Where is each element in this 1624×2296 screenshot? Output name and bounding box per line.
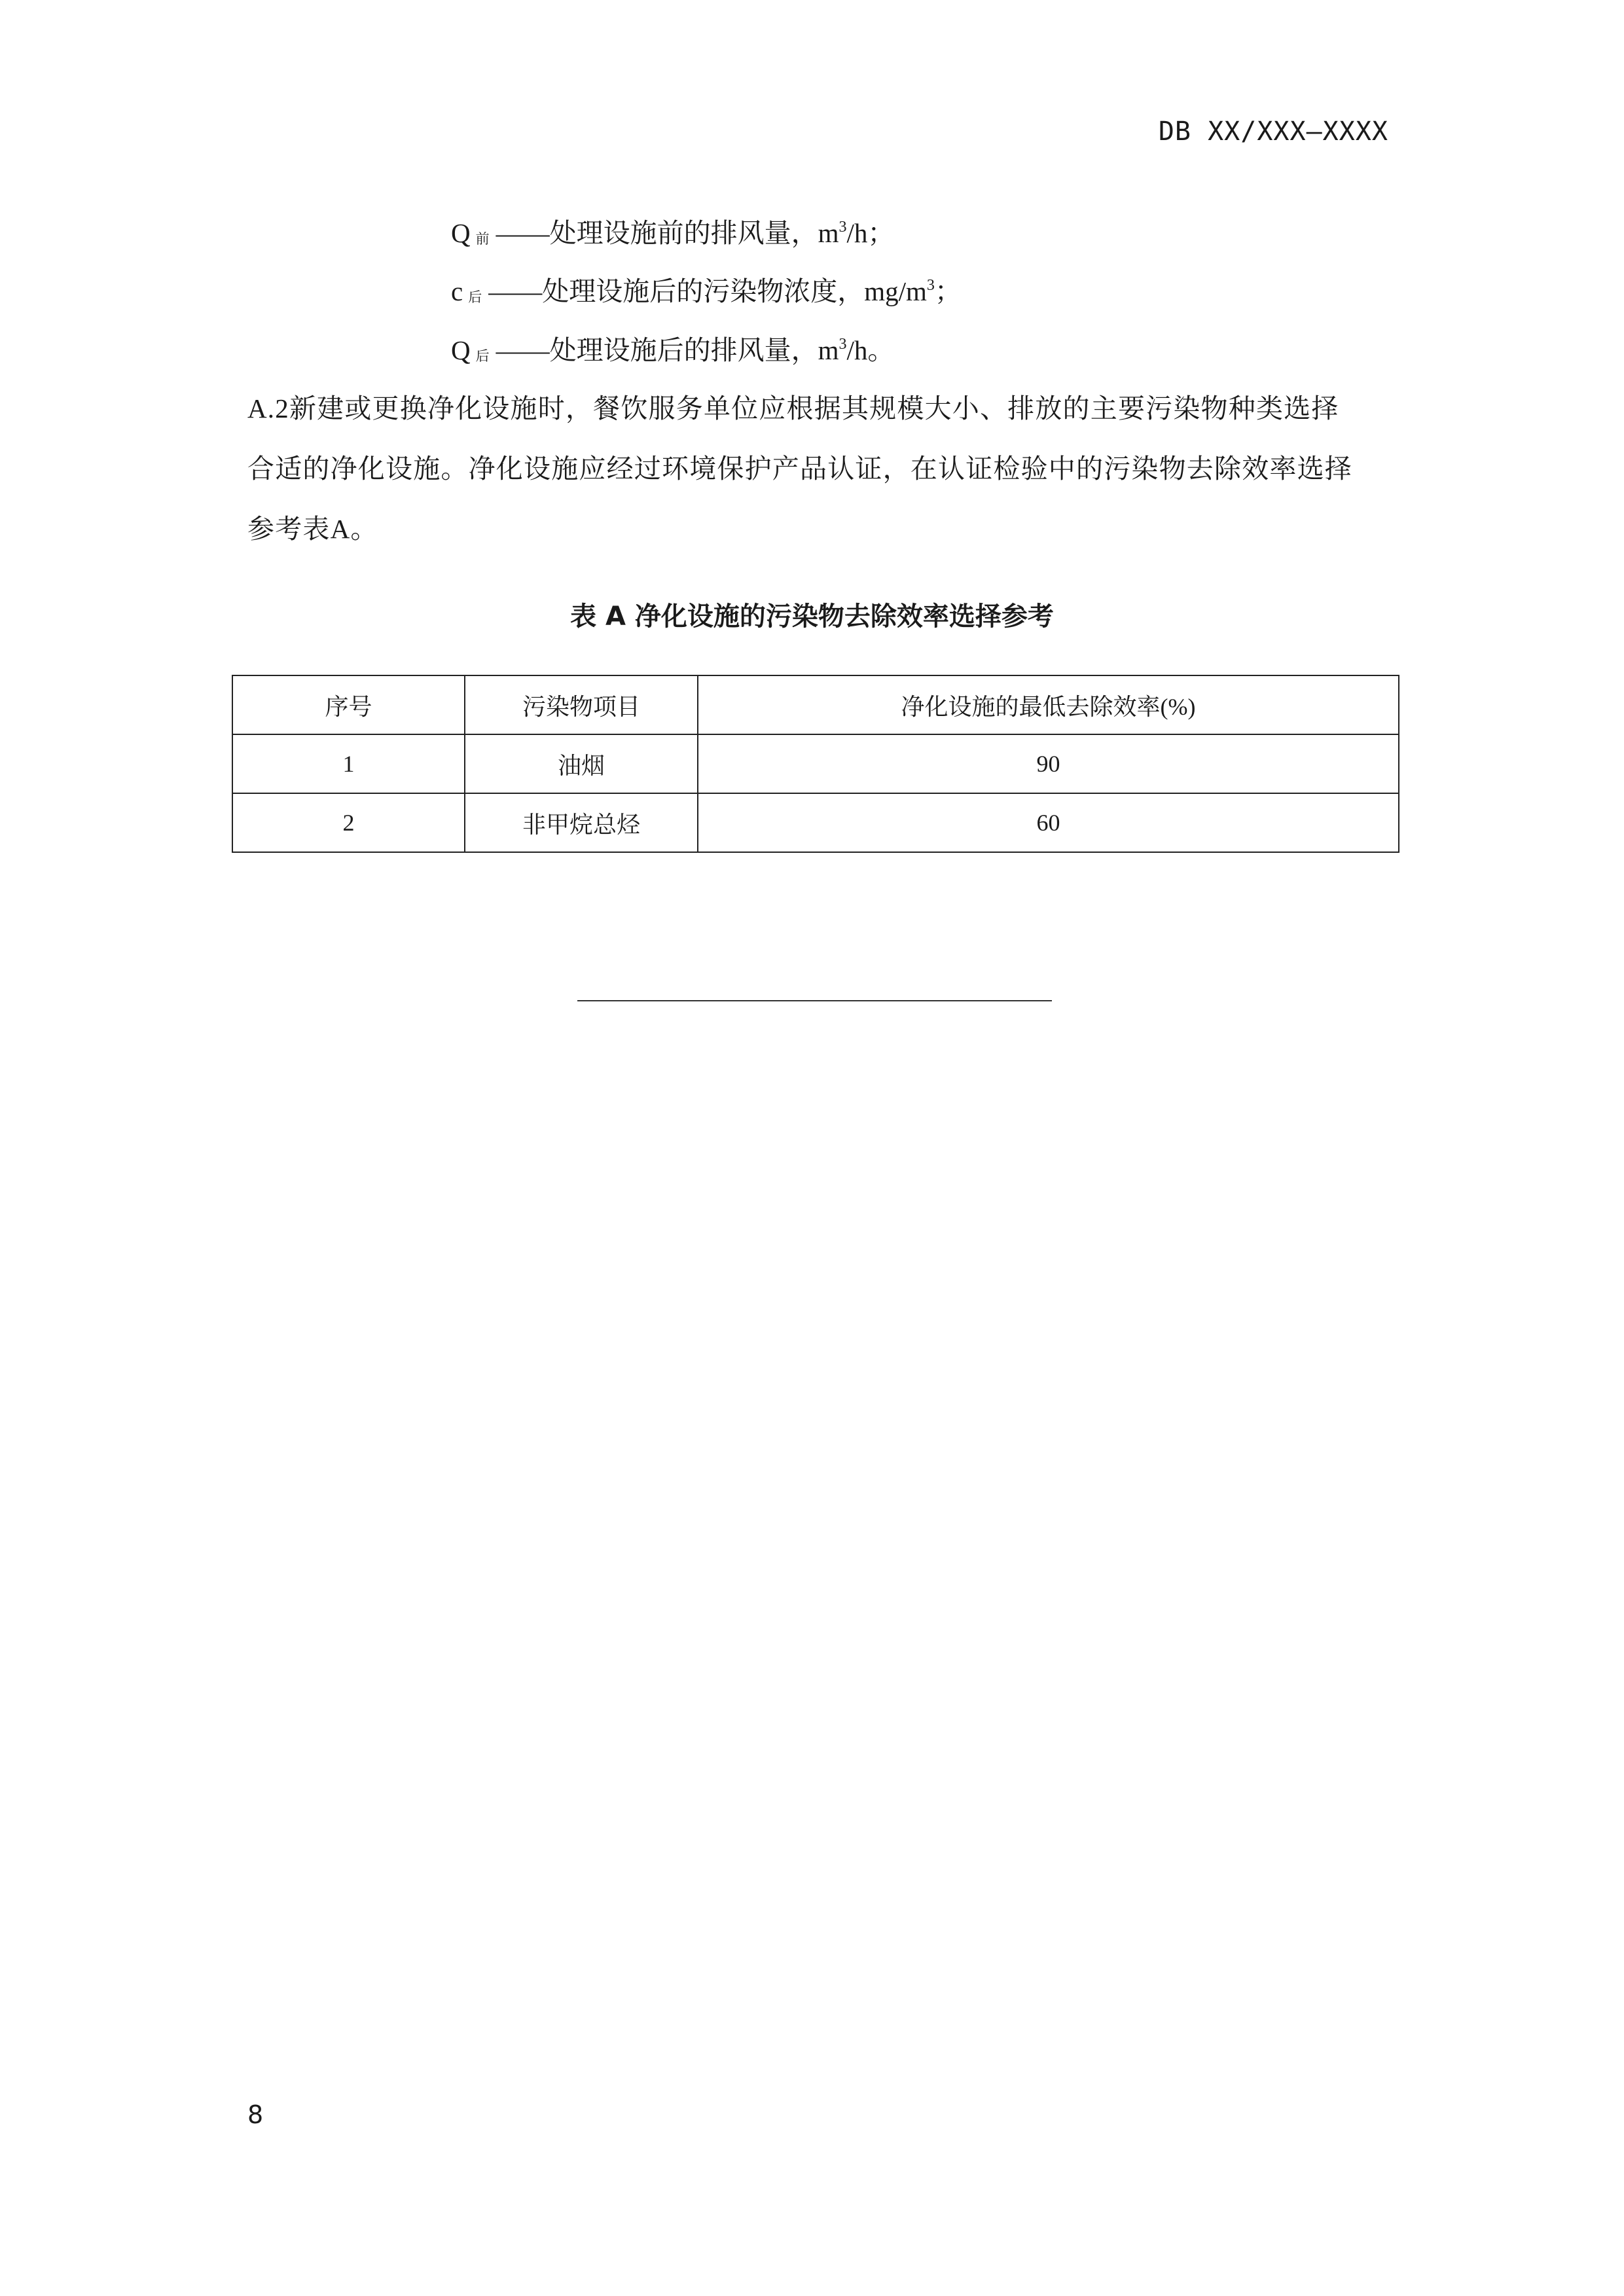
table-header-row <box>232 675 1399 734</box>
cell-serial: 2 <box>232 793 465 852</box>
definition-superscript: 3 <box>839 336 847 353</box>
cell-pollutant: 非甲烷总烃 <box>465 793 698 852</box>
definition-superscript: 3 <box>839 219 847 236</box>
paragraph-line: 合适的净化设施。净化设施应经过环境保护产品认证，在认证检验中的污染物去除效率选择 <box>247 454 1352 484</box>
definition-tail: /h。 <box>846 335 895 365</box>
definition-tail: /h； <box>846 218 895 248</box>
document-code: DB XX/XXX—XXXX <box>1158 117 1388 147</box>
body-paragraph <box>247 378 1390 559</box>
column-header-pollutant: 污染物项目 <box>465 675 698 734</box>
definition-line <box>451 331 894 376</box>
column-header-efficiency: 净化设施的最低去除效率(%) <box>698 675 1399 734</box>
column-header-serial: 序号 <box>232 675 465 734</box>
definition-text: ——处理设施后的排风量，m <box>496 335 839 365</box>
cell-efficiency: 60 <box>698 793 1399 852</box>
paragraph-line: 参考表A。 <box>247 514 378 544</box>
table-title: 表 A 净化设施的污染物去除效率选择参考 <box>570 601 1054 632</box>
definition-symbol: c <box>451 276 463 306</box>
table-row <box>232 734 1399 793</box>
definition-subscript: 后 <box>468 289 482 305</box>
definition-symbol: Q <box>451 335 471 365</box>
definition-line <box>451 213 894 259</box>
definition-subscript: 后 <box>475 348 490 364</box>
efficiency-table <box>232 675 1399 853</box>
paragraph-line: A.2新建或更换净化设施时，餐饮服务单位应根据其规模大小、排放的主要污染物种类选择 <box>247 393 1339 423</box>
definition-superscript: 3 <box>926 277 935 294</box>
definition-line <box>451 272 962 317</box>
end-of-section-rule <box>577 1000 1052 1001</box>
definition-text: ——处理设施后的污染物浓度，mg/m <box>488 276 927 306</box>
table-row <box>232 793 1399 852</box>
cell-efficiency: 90 <box>698 734 1399 793</box>
definition-tail: ； <box>934 276 962 306</box>
cell-pollutant: 油烟 <box>465 734 698 793</box>
definition-symbol: Q <box>451 218 471 248</box>
cell-serial: 1 <box>232 734 465 793</box>
definition-text: ——处理设施前的排风量，m <box>496 218 839 248</box>
page-number: 8 <box>247 2100 264 2129</box>
definition-subscript: 前 <box>475 231 490 247</box>
